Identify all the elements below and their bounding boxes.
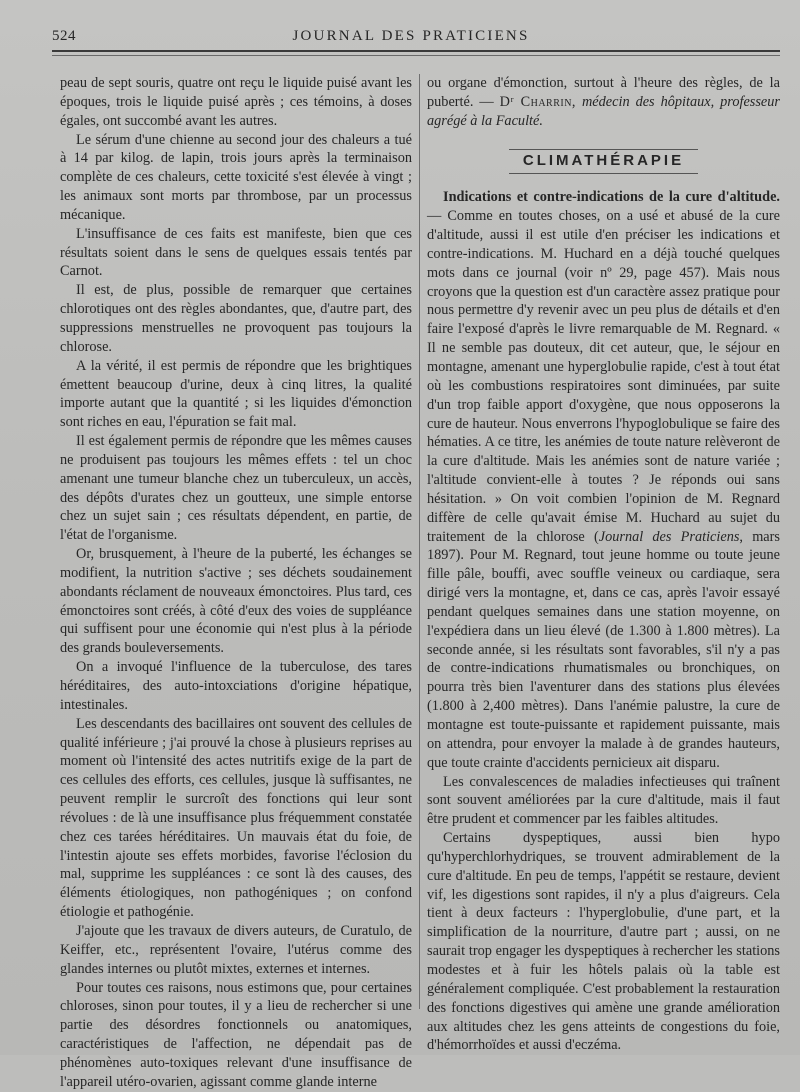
article-conclusion: [427, 74, 780, 131]
paragraph: L'insuffisance de ces faits est manifeste, bien que ces résultats soient dans le sens de quelques essais tentés par Carnot.: [60, 225, 412, 280]
paragraph: On a invoqué l'influence de la tuberculose, des tares héréditaires, des auto-intoxciations d'origine hépatique, intestinales.: [60, 659, 412, 713]
paragraph: Il est également permis de répondre que les mêmes causes ne produisent pas toujours les mêmes effets : tel un choc amenant une tumeur blanche chez un tuberculeux, un accès, des dépôts d'urates chez un goutteux, une simple entorse chez un sujet sain ; ces résultats dépendent, en partie, de l'état de l'organisme.: [60, 433, 412, 544]
journal-reference: Journal des Praticiens: [598, 528, 740, 545]
left-column: [60, 74, 412, 1092]
right-column: [427, 74, 780, 1055]
header-rule: [52, 50, 780, 52]
section-title: CLIMATHÉRAPIE: [427, 149, 780, 175]
paragraph: J'ajoute que les travaux de divers auteurs, de Curatulo, de Keiffer, etc., représentent l'ovaire, l'utérus comme des glandes internes ou plutôt mixtes, externes et internes.: [60, 922, 412, 977]
paragraph: Les descendants des bacillaires ont souvent des cellules de qualité inférieure ; j'ai prouvé la chose à plusieurs reprises au moment où l'intensité des actes nutritifs exige de la part de ces cellules des efforts, ces cellules, jusque là suffisantes, ne peuvent remplir le surcroît des fonctions qui leur sont révolues : de là une insuffisance plus fréquemment constatée chez ces tarées héréditaires. Un mauvais état du foie, de l'intestin ajoute ses effets morbides, favorise l'éclosion du mal, supprime les suppléances : ce sont là des causes, des éléments étiologiques, non pathogéniques ; on confond étiologie et pathogénie.: [60, 715, 412, 921]
conclusion-text: ou organe d'émonction, surtout à l'heure des règles, de la puberté.: [427, 75, 780, 110]
paragraph-body: — Comme en toutes choses, on a usé et abusé de la cure d'altitude, aussi il est utile d'en préciser les indications et contre-indications. M. Huchard en a déjà touché quelques mots dans ce journal (voir nº 29, page 457). Mais nous croyons que la question est d'un caractère assez pratique pour nous permettre d'y revenir avec un peu plus de détails et d'en faire l'exposé d'après le livre remarquable de M. Regnard. « Il ne semble pas douteux, dit cet auteur, que, le séjour en montagne, amenant une hyperglobulie rapide, c'est à tout état où les combustions respiratoires sont diminuées, par suite d'un trop faible apport d'oxygène, que nous opposerons la cure de hauteur. Nous enverrons l'hypoglobulique se faire des hématies. A ce titre, les anémies de toute nature relèveront de la cure d'altitude. Mais les anémies sont de nature variée ; l'altitude convient-elle à toutes ? Je réponds oui sans hésitation. » On voit combien l'opinion de M. Regnard diffère de celle qu'avait émise M. Huchard au sujet du traitement de la chlorose (: [427, 208, 780, 545]
paragraph: Le sérum d'une chienne au second jour des chaleurs a tué à 14 par kilog. de lapin, trois jours après la terminaison complète de ces chaleurs, cette toxicité s'est élevée à vingt ; les animaux sont morts par thrombose, par un processus mécanique.: [60, 131, 412, 223]
paragraph: Pour toutes ces raisons, nous estimons que, pour certaines chloroses, sinon pour toutes, il y a lieu de rechercher si une partie des désordres fonctionnels ou anatomiques, caractéristiques de l'affection, ne dépendait pas de phénomènes auto-toxiques relevant d'une insuffisance de l'appareil utéro-ovarien, agissant comme glande interne: [60, 979, 412, 1090]
page-header: [52, 22, 770, 48]
signature-dash: —: [473, 93, 500, 110]
page-number: 524: [52, 28, 76, 44]
paragraph: Les convalescences de maladies infectieuses qui traînent sont souvent améliorées par la cure d'altitude, mais il faut être prudent et commencer par les faibles altitudes.: [427, 773, 780, 828]
running-title: JOURNAL DES PRATICIENS: [292, 28, 530, 44]
paragraph: peau de sept souris, quatre ont reçu le liquide puisé avant les époques, trois le liquide puisé après ; ces témoins, à doses égales, ont succombé avant les autres.: [60, 75, 412, 129]
author-role: médecin des hôpitaux, professeur agrégé à la Faculté.: [427, 93, 780, 129]
paragraph-heading: Indications et contre-indications de la cure d'altitude.: [443, 189, 780, 206]
paragraph-body-tail: , mars 1897). Pour M. Regnard, tout jeune homme ou toute jeune fille pâle, bouffi, avec souffle veineux ou cardiaque, sera dirigé vers la montagne, et, dans ce cas, après l'avoir essayé pendant quelques semaines dans une station moyenne, on l'expédiera dans un lieu élevé (de 1.300 à 1.800 mètres). La seconde année, si les résultats sont favorables, s'il n'y a pas de contre-indications rhumatismales ou bronchiques, on pourra très bien l'aventurer dans des stations plus élevées (1.800 à 2,400 mètres). Dans l'anémie palustre, la cure de montagne est toute-puissante et rapidement puissante, mais on attendra, pour envoyer la malade à de grandes hauteurs, que toute crainte d'accidents pernicieux ait disparu.: [427, 528, 780, 771]
paragraph: Or, brusquement, à l'heure de la puberté, les échanges se modifient, la nutrition s'active ; ses déchets soudainement abondants réclament de nouveaux émonctoires. Plus tard, ces émonctoires sont créés, à côté d'eux des voies de suppléance qui suffisent pour une économie qui n'est plus à la période des grands bouleversements.: [60, 546, 412, 657]
paragraph: Il est, de plus, possible de remarquer que certaines chlorotiques ont des règles abondantes, que, d'autre part, des suppressions menstruelles ne provoquent pas toujours la chlorose.: [60, 282, 412, 355]
column-divider: [419, 74, 420, 1009]
header-rule-thin: [52, 55, 780, 56]
paragraph: A la vérité, il est permis de répondre que les brightiques émettent beaucoup d'urine, deux à cinq litres, la qualité importe autant que la quantité ; si les liquides d'émonction sont riches en eau, l'épuration se fait mal.: [60, 357, 412, 431]
paragraph: Certains dyspeptiques, aussi bien hypo qu'hyperchlorhydriques, se trouvent admirablement de la cure d'altitude. En peu de temps, l'appétit se restaure, devient vif, les digestions sont rapides, il n'y a plus d'aigreurs. Cela tient à deux facteurs : l'hyperglobulie, d'une part, et la simplification de la nourriture, d'autre part ; aussi, on ne saurait trop engager les dyspeptiques à rechercher les stations modestes et à fuir les hôtels palais où la table est généralement compliquée. C'est probablement la restauration des fonctions digestives qui amène une grande amélioration aux altitudes chez les gens atteints de congestions du foie, d'hémorrhoïdes et aussi d'eczéma.: [427, 830, 780, 1054]
paragraph: [427, 188, 780, 772]
author-signature: Dʳ Charrin,: [499, 93, 577, 110]
